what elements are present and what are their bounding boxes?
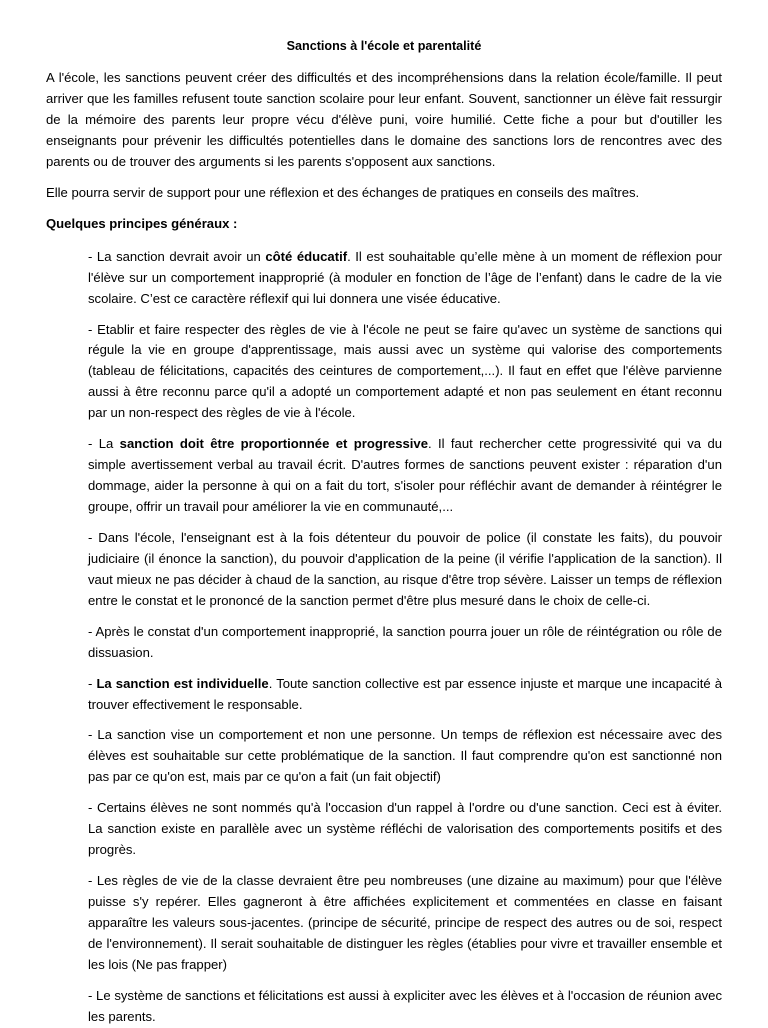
principle-text: . Il faut rechercher cette progressivité qui va du simple avertissement verbal au travail écrit. D'autres formes de sanctions peuvent exister : réparation d'un dommage, aider la personne à qui on a fait du tort, s'isoler pour réfléchir avant de demander à réintégrer le groupe, offrir un travail pour améliorer la vie en communauté,... — [88, 436, 723, 515]
intro-paragraph-2: Elle pourra servir de support pour une réflexion et des échanges de pratiques en conseils des maîtres. — [46, 184, 640, 200]
document-title: Sanctions à l'école et parentalité — [286, 39, 482, 53]
principle-text: - La sanction devrait avoir un — [88, 248, 266, 264]
principle-text: . Toute sanction collective est par essence injuste et marque une incapacité à trouver effectivement le responsable. — [88, 675, 722, 712]
principle-item — [88, 320, 722, 425]
principle-text: - Certains élèves ne sont nommés qu'à l'occasion d'un rappel à l'ordre ou d'une sanction. Ceci est à éviter. La sanction existe en parallèle avec un système réfléchi de valorisation des comportements positifs et des progrès. — [88, 800, 722, 858]
principle-emphasis: côté éducatif — [265, 248, 348, 264]
principle-text: - Dans l'école, l'enseignant est à la fois détenteur du pouvoir de police (il constate les faits), du pouvoir judiciaire (il énonce la sanction), du pouvoir d'application de la peine (il vérifie l'application de la sanction). Il vaut mieux ne pas décider à chaud de la sanction, au risque d'être trop sévère. Laisser un temps de réflexion entre le constat et le prononcé de la sanction permet d'être plus mesuré dans le choix de celle-ci. — [88, 529, 722, 608]
principle-text: . Il est souhaitable qu’elle mène à un moment de réflexion pour l'élève sur un comportement inapproprié (à moduler en fonction de l’âge de l’enfant) dans le cadre de la vie scolaire. C’est ce caractère réflexif qui lui donnera une visée éducative. — [88, 248, 722, 306]
intro-paragraph-1: A l'école, les sanctions peuvent créer des difficultés et des incompréhensions dans la relation école/famille. Il peut arriver que les familles refusent toute sanction scolaire pour leur enfant. Souvent, sanctionner un élève fait ressurgir de la mémoire des parents leur propre vécu d'élève puni, voire humilié. Cette fiche a pour but d'outiller les enseignants pour prévenir les difficultés potentielles dans le domaine des sanctions lors de rencontres avec des parents ou de trouver des arguments si les parents s'opposent aux sanctions. — [46, 70, 722, 169]
principle-text: - — [88, 675, 97, 691]
principle-text: - Les règles de vie de la classe devraient être peu nombreuses (une dizaine au maximum) pour que l'élève puisse s'y repérer. Elles gagneront à être affichées explicitement et commentées en classe en faisant apparaître les valeurs sous-jacentes. (principe de sécurité, principe de respect des autres ou de soi, respect de l'environnement). Il serait souhaitable de distinguer les règles (établies pour vivre et travailler ensemble et les lois (Ne pas frapper) — [88, 873, 722, 972]
principle-item — [88, 247, 722, 310]
principle-text: - La sanction vise un comportement et non une personne. Un temps de réflexion est nécessaire avec des élèves est souhaitable sur cette problématique de la sanction. Il faut comprendre qu'on est sanctionné non pas par ce qu'on est, mais par ce qu'on a fait (un fait objectif) — [88, 727, 722, 785]
principle-emphasis: La sanction est individuelle — [96, 675, 269, 691]
principle-item — [88, 986, 722, 1028]
principle-text: - Après le constat d'un comportement inapproprié, la sanction pourra jouer un rôle de réintégration ou rôle de dissuasion. — [88, 623, 722, 660]
principle-item — [88, 674, 722, 716]
principle-item — [88, 725, 722, 788]
principle-item — [88, 528, 722, 612]
principle-item — [88, 434, 722, 518]
principle-item — [88, 622, 722, 664]
principle-text: - Etablir et faire respecter des règles de vie à l'école ne peut se faire qu'avec un système de sanctions qui régule la vie en groupe d'apprentissage, mais aussi avec un système qui valorise des comportements (tableau de félicitations, capacités des ceintures de comportement,...). Il faut en effet que l'élève parvienne aussi à être reconnu parce qu'il a adopté un comportement adapté et non pas seulement en étant reconnu par un non-respect des règles de vie à l'école. — [88, 321, 722, 421]
section-heading: Quelques principes généraux : — [46, 215, 238, 231]
principle-text: - Le système de sanctions et félicitations est aussi à expliciter avec les élèves et à l'occasion de réunion avec les parents. — [88, 987, 722, 1024]
principle-emphasis: sanction doit être proportionnée et progressive — [119, 436, 428, 452]
principle-item — [88, 798, 722, 861]
principle-item — [88, 871, 722, 976]
principles-list — [46, 247, 722, 1028]
principle-text: - La — [88, 436, 120, 452]
